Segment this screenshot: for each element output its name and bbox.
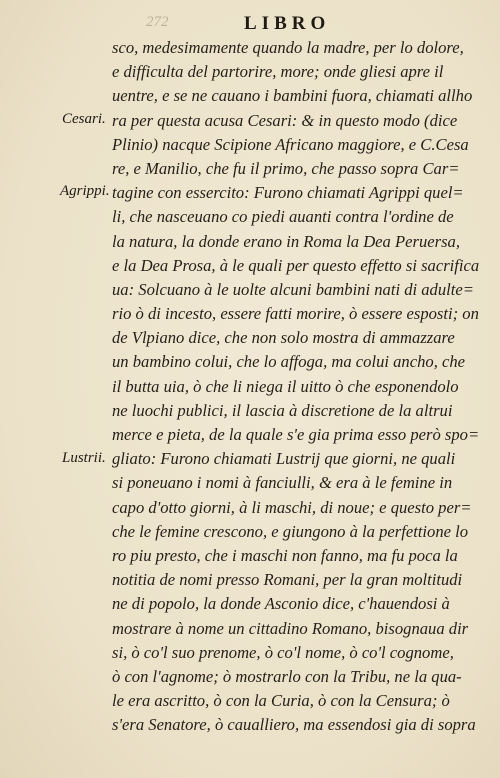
- text-line: gliato: Furono chiamati Lustrij que giorni, ne quali: [112, 449, 456, 469]
- body-text: [112, 36, 492, 737]
- margin-note-agrippi: Agrippi.: [60, 183, 110, 199]
- text-line: ro piu presto, che i maschi non fanno, ma fu poca la: [112, 545, 458, 565]
- margin-note-cesari: Cesari.: [62, 111, 106, 127]
- text-line: e difficulta del partorire, more; onde gliesi apre il: [112, 62, 444, 82]
- text-line: e la Dea Prosa, à le quali per questo effetto si sacrifica: [112, 255, 480, 275]
- text-line: mostrare à nome un cittadino Romano, bisognaua dir: [112, 618, 469, 638]
- text-line: li, che nasceuano co piedi auanti contra l'ordine de: [112, 207, 454, 227]
- text-line: merce e pieta, de la quale s'e gia prima esso però spo=: [112, 425, 480, 444]
- text-line: ua: Solcuano à le uolte alcuni bambini nati di adulte=: [112, 279, 474, 299]
- text-line: il butta uia, ò che li niega il uitto ò che esponendolo: [112, 376, 459, 396]
- text-line: ne luochi publici, il lascia à discretione de la altrui: [112, 400, 453, 420]
- text-line: un bambino colui, che lo affoga, ma colui ancho, che: [112, 352, 466, 372]
- text-line: Plinio) nacque Scipione Africano maggiore, e C.Cesa: [112, 134, 469, 154]
- text-line: la natura, la donde erano in Roma la Dea Peruersa,: [112, 231, 460, 251]
- text-line: notitia de nomi presso Romani, per la gran moltitudi: [112, 570, 463, 590]
- text-line: re, e Manilio, che fu il primo, che passo sopra Car=: [112, 158, 460, 178]
- text-line: ò con l'agnome; ò mostrarlo con la Tribu, ne la qua-: [112, 666, 462, 686]
- text-line: ra per questa acusa Cesari: & in questo modo (dice: [112, 110, 458, 130]
- margin-note-lustrii: Lustrii.: [62, 450, 106, 466]
- text-line: de Vlpiano dice, che non solo mostra di ammazzare: [112, 328, 455, 348]
- text-line: le era ascritto, ò con la Curia, ò con la Censura; ò: [112, 691, 450, 711]
- running-header: LIBRO: [244, 13, 331, 34]
- text-line: tagine con essercito: Furono chiamati Agrippi quel=: [112, 183, 464, 203]
- text-line: sco, medesimamente quando la madre, per lo dolore,: [112, 38, 464, 57]
- text-line: s'era Senatore, ò caualliero, ma essendosi gia di sopra: [112, 715, 476, 735]
- text-line: rio ò di incesto, essere fatti morire, ò essere esposti; on: [112, 304, 479, 324]
- text-line: ne di popolo, la donde Asconio dice, c'hauendosi à: [112, 594, 450, 614]
- text-line: capo d'otto giorni, à li maschi, di noue; e questo per=: [112, 497, 472, 517]
- text-line: uentre, e se ne cauano i bambini fuora, chiamati allho: [112, 86, 473, 106]
- text-line: che le femine crescono, e giungono à la perfettione lo: [112, 521, 469, 541]
- bleed-through-page-number: 272: [146, 14, 169, 30]
- text-line: si, ò co'l suo prenome, ò co'l nome, ò co'l cognome,: [112, 642, 454, 662]
- text-line: si poneuano i nomi à fanciulli, & era à le femine in: [112, 473, 453, 493]
